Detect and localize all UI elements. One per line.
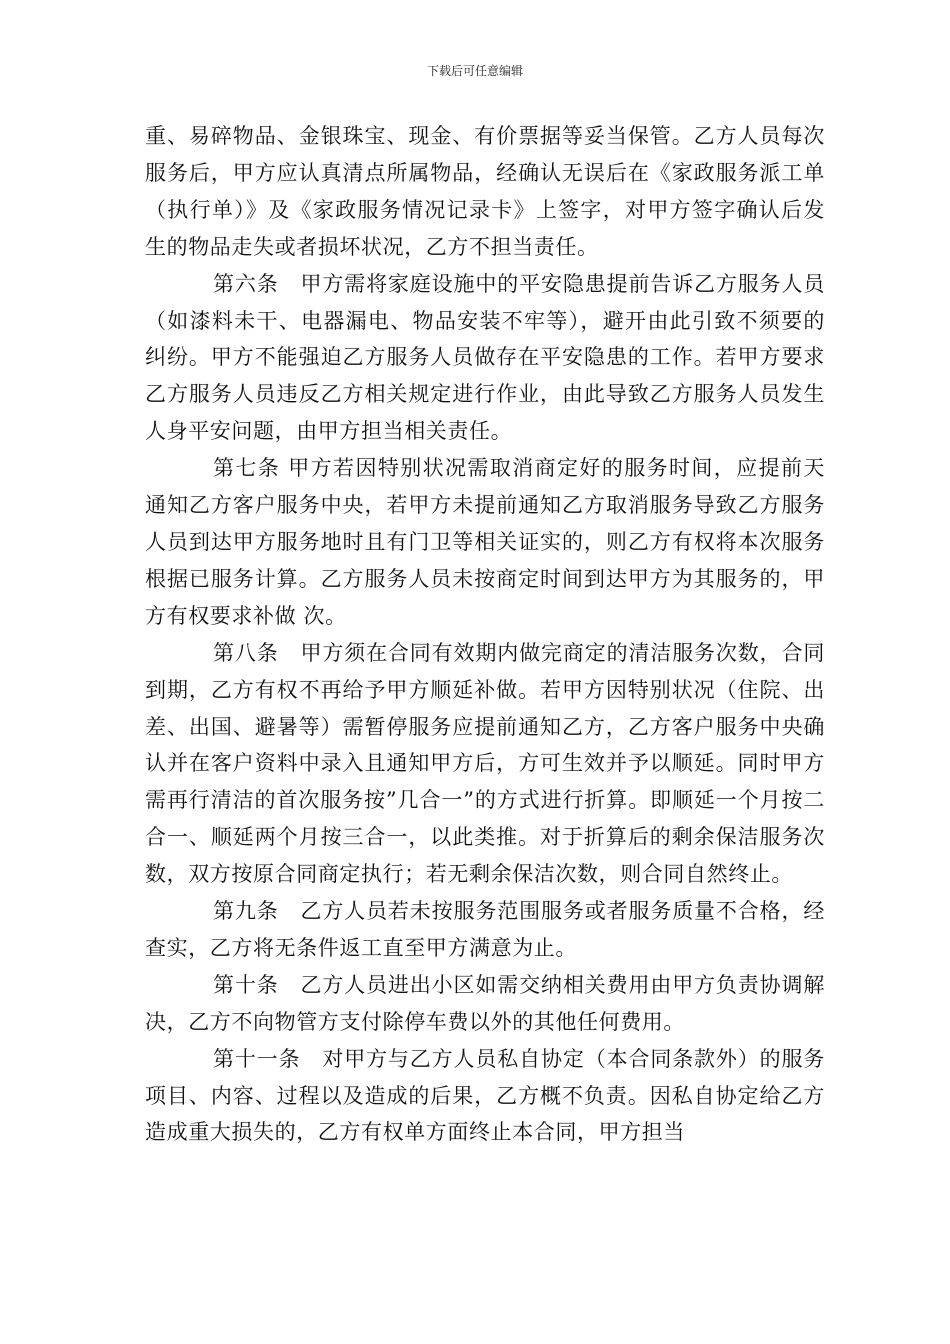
paragraph-article-8: 第八条 甲方须在合同有效期内做完商定的清洁服务次数，合同到期，乙方有权不再给予甲方顺延补做。若甲方因特别状况（住院、出差、出国、避暑等）需暂停服务应提前通知乙方，乙方客户服务中央确认并在客户资料中录入且通知甲方后，方可生效并予以顺延。同时甲方需再行清洁的首次服务按”几合一”的方式进行折算。即顺延一个月按二合一、顺延两个月按三合一，以此类推。对于折算后的剩余保洁服务次数，双方按原合同商定执行；若无剩余保洁次数，则合同自然终止。 — [145, 640, 825, 887]
paragraph-article-9: 第九条 乙方人员若未按服务范围服务或者服务质量不合格，经查实，乙方将无条件返工直至甲方满意为止。 — [145, 899, 825, 960]
page-header-note: 下载后可任意编辑 — [426, 64, 523, 78]
paragraph-article-7: 第七条 甲方若因特别状况需取消商定好的服务时间，应提前天通知乙方客户服务中央，若甲方未提前通知乙方取消服务导致乙方服务人员到达甲方服务地时且有门卫等相关证实的，则乙方有权将本次服务根据已服务计算。乙方服务人员未按商定时间到达甲方为其服务的，甲方有权要求补做 次。 — [145, 456, 825, 628]
paragraph-article-11: 第十一条 对甲方与乙方人员私自协定（本合同条款外）的服务项目、内容、过程以及造成的后果，乙方概不负责。因私自协定给乙方造成重大损失的，乙方有权单方面终止本合同，甲方担当 — [145, 1046, 825, 1145]
paragraph-continuation: 重、易碎物品、金银珠宝、现金、有价票据等妥当保管。乙方人员每次服务后，甲方应认真清点所属物品，经确认无误后在《家政服务派工单（执行单）》及《家政服务情况记录卡》上签字，对甲方签字确认后发生的物品走失或者损坏状况，乙方不担当责任。 — [145, 124, 825, 259]
document-body — [145, 118, 825, 1151]
paragraph-article-6: 第六条 甲方需将家庭设施中的平安隐患提前告诉乙方服务人员（如漆料未干、电器漏电、物品安装不牢等），避开由此引致不须要的纠纷。甲方不能强迫乙方服务人员做存在平安隐患的工作。若甲方要求乙方服务人员违反乙方相关规定进行作业，由此导致乙方服务人员发生人身平安问题，由甲方担当相关责任。 — [145, 271, 825, 444]
paragraph-article-10: 第十条 乙方人员进出小区如需交纳相关费用由甲方负责协调解决，乙方不向物管方支付除停车费以外的其他任何费用。 — [145, 972, 825, 1034]
